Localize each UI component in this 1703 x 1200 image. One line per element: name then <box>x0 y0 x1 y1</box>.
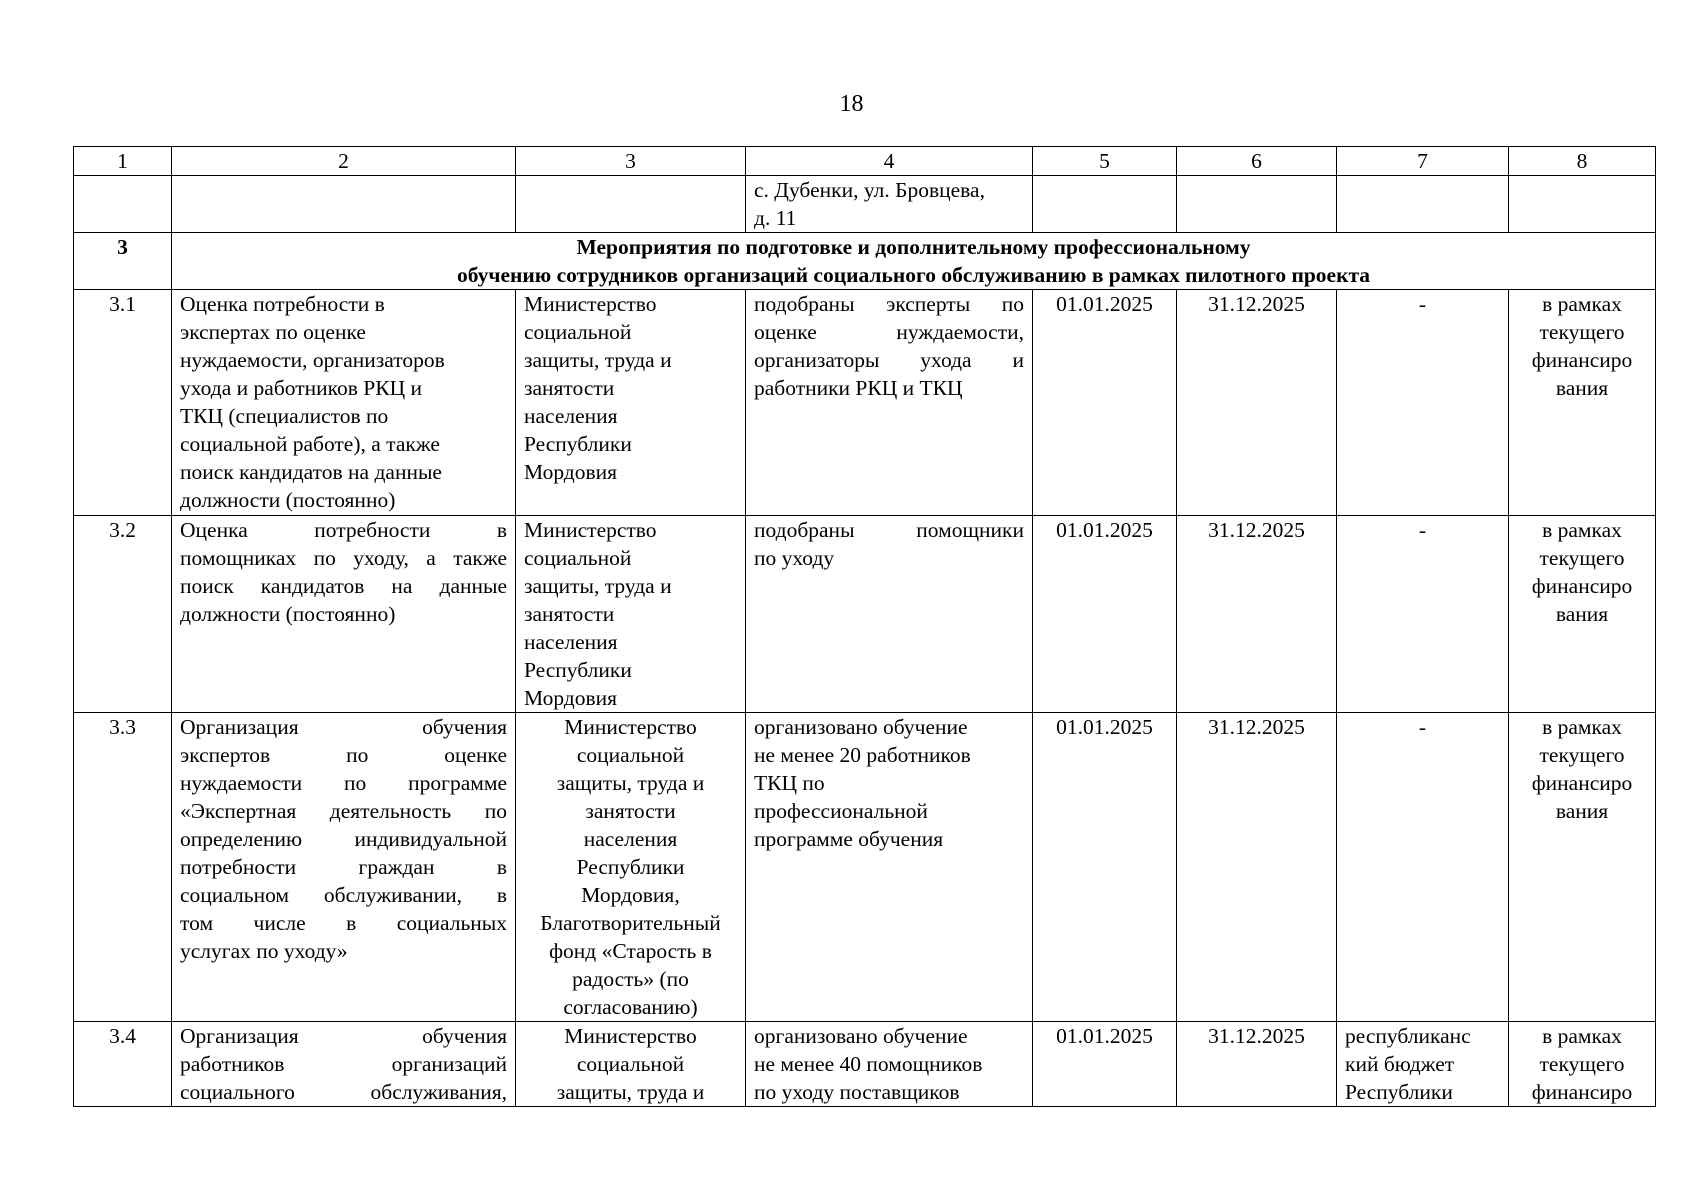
funding-cell <box>1509 1022 1656 1107</box>
responsible-line: занятости <box>585 799 676 823</box>
responsible-line: согласованию) <box>563 995 698 1019</box>
responsible-line: Министерство <box>564 715 697 739</box>
result-line: работники РКЦ и ТКЦ <box>754 376 963 400</box>
activity-line: потребности граждан в <box>180 855 507 879</box>
responsible-line: Мордовия, <box>581 883 680 907</box>
activity-cell <box>172 1022 516 1107</box>
responsible-line: занятости <box>524 376 615 400</box>
funding-source: - <box>1337 290 1509 516</box>
section-title-line: обучению сотрудников организаций социального обслуживанию в рамках пилотного проекта <box>456 263 1371 287</box>
start-date: 01.01.2025 <box>1033 290 1177 516</box>
activity-line: «Экспертная деятельность по <box>180 799 507 823</box>
funding-source-cell <box>1337 1022 1509 1107</box>
section-row <box>74 233 1656 290</box>
address-line: д. 11 <box>754 206 797 230</box>
responsible-line: Республики <box>524 658 632 682</box>
responsible-line: Мордовия <box>524 686 618 710</box>
activity-line: Оценка потребности в <box>180 292 385 316</box>
column-number-row <box>74 147 1656 176</box>
funding-line: финансиро <box>1531 1080 1633 1104</box>
row-number: 3.1 <box>74 290 172 516</box>
funding-source: - <box>1337 516 1509 713</box>
responsible-line: социальной <box>576 1052 685 1076</box>
column-header-8: 8 <box>1509 147 1656 176</box>
empty-cell <box>1509 176 1656 233</box>
empty-cell <box>1337 176 1509 233</box>
result-line: программе обучения <box>754 827 944 851</box>
funding-source-line: Республики <box>1345 1080 1453 1104</box>
activity-line: Оценка потребности в <box>180 518 507 542</box>
responsible-line: Министерство <box>564 1024 697 1048</box>
funding-line: финансиро <box>1531 574 1633 598</box>
responsible-line: защиты, труда и <box>556 1080 705 1104</box>
column-header-6: 6 <box>1177 147 1337 176</box>
result-line: не менее 20 работников <box>754 743 971 767</box>
responsible-line: социальной <box>576 743 685 767</box>
activity-line: Организация обучения <box>180 1024 507 1048</box>
activity-line: помощниках по уходу, а также <box>180 546 507 570</box>
column-header-1: 1 <box>74 147 172 176</box>
funding-line: вания <box>1555 799 1609 823</box>
end-date: 31.12.2025 <box>1177 1022 1337 1107</box>
responsible-line: населения <box>583 827 678 851</box>
activity-line: работников организаций <box>180 1052 507 1076</box>
funding-line: финансиро <box>1531 348 1633 372</box>
activity-line: нуждаемости по программе <box>180 771 507 795</box>
result-line: организаторы ухода и <box>754 348 1024 372</box>
column-header-3: 3 <box>516 147 746 176</box>
funding-source-line: республиканс <box>1345 1024 1471 1048</box>
activity-line: социальном обслуживании, в <box>180 883 507 907</box>
section-title-line: Мероприятия по подготовке и дополнительному профессиональному <box>576 235 1251 259</box>
responsible-line: защиты, труда и <box>524 348 672 372</box>
funding-source-line: кий бюджет <box>1345 1052 1455 1076</box>
row-number: 3.3 <box>74 713 172 1022</box>
responsible-line: защиты, труда и <box>556 771 705 795</box>
activity-line: Организация обучения <box>180 715 507 739</box>
result-cell <box>746 290 1033 516</box>
empty-cell <box>74 176 172 233</box>
result-cell <box>746 1022 1033 1107</box>
table-row <box>74 516 1656 713</box>
result-line: не менее 40 помощников <box>754 1052 983 1076</box>
activity-line: услугах по уходу» <box>180 939 348 963</box>
continuation-row <box>74 176 1656 233</box>
responsible-line: Министерство <box>524 292 657 316</box>
end-date: 31.12.2025 <box>1177 290 1337 516</box>
responsible-cell <box>516 713 746 1022</box>
activity-line: определению индивидуальной <box>180 827 507 851</box>
address-line: с. Дубенки, ул. Бровцева, <box>754 178 985 202</box>
funding-line: текущего <box>1539 1052 1625 1076</box>
result-line: ТКЦ по <box>754 771 825 795</box>
start-date: 01.01.2025 <box>1033 713 1177 1022</box>
funding-cell <box>1509 516 1656 713</box>
funding-line: в рамках <box>1542 518 1622 542</box>
responsible-line: Мордовия <box>524 460 618 484</box>
empty-cell <box>1033 176 1177 233</box>
responsible-line: социальной <box>524 320 632 344</box>
funding-line: текущего <box>1539 320 1625 344</box>
activity-line: экспертов по оценке <box>180 743 507 767</box>
table-row <box>74 713 1656 1022</box>
responsible-line: Республики <box>524 432 632 456</box>
section-number: 3 <box>74 233 172 290</box>
column-header-2: 2 <box>172 147 516 176</box>
funding-line: вания <box>1555 602 1609 626</box>
responsible-cell <box>516 516 746 713</box>
activity-line: должности (постоянно) <box>180 488 396 512</box>
result-line: профессиональной <box>754 799 928 823</box>
funding-source: - <box>1337 713 1509 1022</box>
funding-line: текущего <box>1539 546 1625 570</box>
responsible-line: занятости <box>524 602 615 626</box>
empty-cell <box>516 176 746 233</box>
funding-cell <box>1509 713 1656 1022</box>
activity-cell <box>172 516 516 713</box>
responsible-cell <box>516 290 746 516</box>
responsible-line: социальной <box>524 546 632 570</box>
activity-cell <box>172 290 516 516</box>
result-line: организовано обучение <box>754 1024 968 1048</box>
start-date: 01.01.2025 <box>1033 516 1177 713</box>
column-header-4: 4 <box>746 147 1033 176</box>
table-row <box>74 290 1656 516</box>
activity-line: поиск кандидатов на данные <box>180 460 442 484</box>
start-date: 01.01.2025 <box>1033 1022 1177 1107</box>
result-line: по уходу <box>754 546 835 570</box>
plan-table <box>73 146 1656 1107</box>
page-number: 18 <box>839 91 864 117</box>
end-date: 31.12.2025 <box>1177 713 1337 1022</box>
responsible-line: радость» (по <box>572 967 689 991</box>
result-line: организовано обучение <box>754 715 968 739</box>
responsible-line: фонд «Старость в <box>549 939 712 963</box>
result-cell <box>746 713 1033 1022</box>
responsible-line: Благотворительный <box>540 911 721 935</box>
table-row <box>74 1022 1656 1107</box>
activity-line: поиск кандидатов на данные <box>180 574 507 598</box>
result-line: по уходу поставщиков <box>754 1080 960 1104</box>
column-header-7: 7 <box>1337 147 1509 176</box>
activity-line: социального обслуживания, <box>180 1080 507 1104</box>
responsible-line: населения <box>524 630 618 654</box>
funding-line: финансиро <box>1531 771 1633 795</box>
activity-line: нуждаемости, организаторов <box>180 348 445 372</box>
section-title <box>172 233 1656 290</box>
activity-cell <box>172 713 516 1022</box>
address-cell <box>746 176 1033 233</box>
row-number: 3.4 <box>74 1022 172 1107</box>
funding-cell <box>1509 290 1656 516</box>
responsible-cell <box>516 1022 746 1107</box>
empty-cell <box>172 176 516 233</box>
activity-line: том числе в социальных <box>180 911 507 935</box>
responsible-line: защиты, труда и <box>524 574 672 598</box>
funding-line: в рамках <box>1542 1024 1622 1048</box>
end-date: 31.12.2025 <box>1177 516 1337 713</box>
activity-line: социальной работе), а также <box>180 432 440 456</box>
responsible-line: Республики <box>576 855 685 879</box>
result-line: подобраны помощники <box>754 518 1024 542</box>
funding-line: текущего <box>1539 743 1625 767</box>
result-cell <box>746 516 1033 713</box>
funding-line: в рамках <box>1542 292 1622 316</box>
column-header-5: 5 <box>1033 147 1177 176</box>
activity-line: должности (постоянно) <box>180 602 396 626</box>
funding-line: вания <box>1555 376 1609 400</box>
responsible-line: Министерство <box>524 518 657 542</box>
row-number: 3.2 <box>74 516 172 713</box>
activity-line: ухода и работников РКЦ и <box>180 376 422 400</box>
responsible-line: населения <box>524 404 618 428</box>
empty-cell <box>1177 176 1337 233</box>
result-line: подобраны эксперты по <box>754 292 1024 316</box>
funding-line: в рамках <box>1542 715 1622 739</box>
result-line: оценке нуждаемости, <box>754 320 1024 344</box>
activity-line: экспертах по оценке <box>180 320 366 344</box>
activity-line: ТКЦ (специалистов по <box>180 404 389 428</box>
